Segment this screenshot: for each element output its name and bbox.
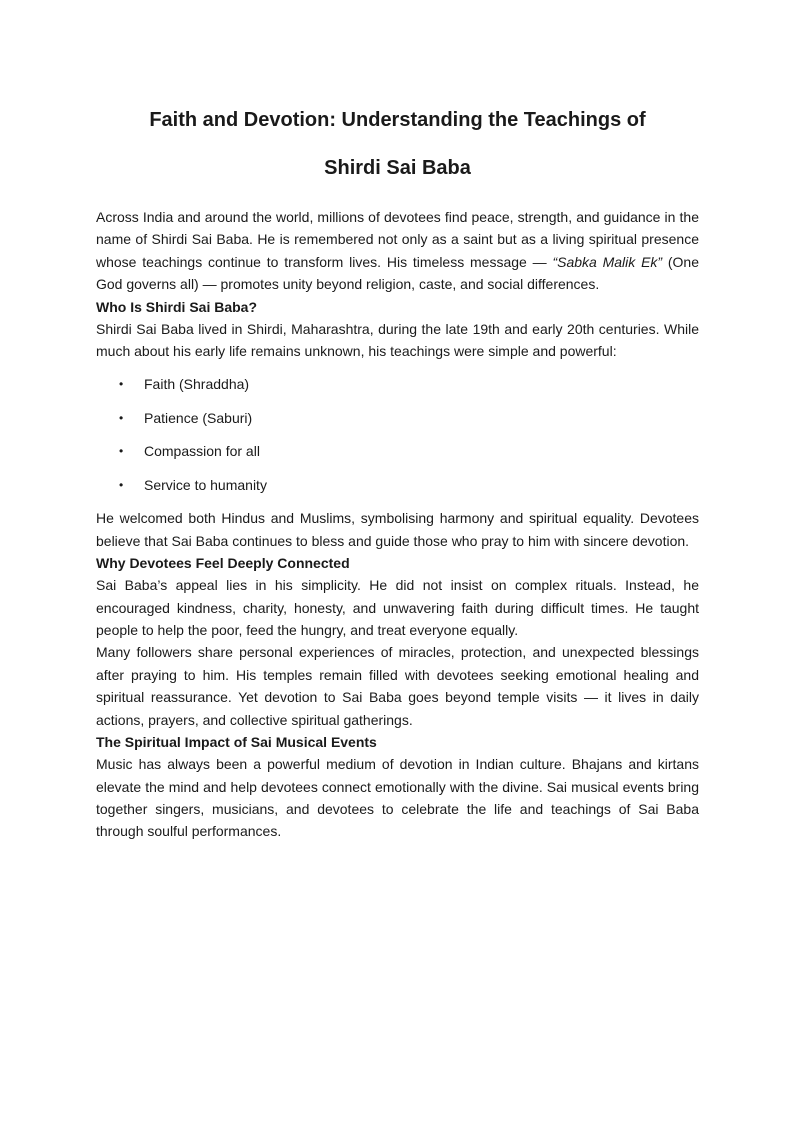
list-item-text: Service to humanity <box>144 476 267 493</box>
bullet-icon: • <box>119 410 124 425</box>
title-line-1: Faith and Devotion: Understanding the Teachings of <box>149 109 646 131</box>
bullet-icon: • <box>119 377 124 392</box>
teachings-list <box>96 373 699 496</box>
section3-paragraph-1: Music has always been a powerful medium of devotion in Indian culture. Bhajans and kirtans elevate the mind and help devotees connect emotionally with the divine. Sai musical events bring together singers, musicians, and devotees to celebrate the life and teachings of Sai Baba through soulful performances. <box>96 756 699 840</box>
section-heading-why-devotees-connected: Why Devotees Feel Deeply Connected <box>96 555 350 572</box>
list-item-text: Patience (Saburi) <box>144 409 253 426</box>
list-item-text: Compassion for all <box>144 443 260 460</box>
section2-paragraph-1: Sai Baba’s appeal lies in his simplicity. He did not insist on complex rituals. Instead, he encouraged kindness, charity, honesty, and unwavering faith during difficult times. He taught people to help the poor, feed the hungry, and treat everyone equally. <box>96 577 699 639</box>
document-title <box>96 96 699 192</box>
list-item <box>96 474 699 496</box>
bullet-icon: • <box>119 444 124 459</box>
bullet-icon: • <box>119 477 124 492</box>
document-page <box>96 96 699 843</box>
list-item <box>96 373 699 395</box>
intro-quote: “Sabka Malik Ek” <box>552 253 663 270</box>
intro-text-part-2: (One God governs all) — promotes unity beyond religion, caste, and social differences. <box>96 253 700 293</box>
list-item <box>96 440 699 462</box>
section2-paragraph-2: Many followers share personal experiences of miracles, protection, and unexpected blessings after praying to him. His temples remain filled with devotees seeking emotional healing and spiritual reassurance. Yet devotion to Sai Baba goes beyond temple visits — it lives in daily actions, prayers, and collective spiritual gatherings. <box>96 644 699 728</box>
list-item <box>96 407 699 429</box>
intro-paragraph <box>96 206 699 296</box>
section-heading-who-is-sai-baba: Who Is Shirdi Sai Baba? <box>96 298 258 315</box>
title-line-2: Shirdi Sai Baba <box>324 157 471 179</box>
intro-text-part-1: Across India and around the world, millions of devotees find peace, strength, and guidance in the name of Shirdi Sai Baba. He is remembered not only as a saint but as a living spiritual presence whose teachings continue to transform lives. His timeless message — <box>96 209 699 270</box>
list-item-text: Faith (Shraddha) <box>144 376 250 393</box>
section-heading-musical-events: The Spiritual Impact of Sai Musical Events <box>96 734 377 751</box>
section1-paragraph-2: He welcomed both Hindus and Muslims, symbolising harmony and spiritual equality. Devotees believe that Sai Baba continues to bless and guide those who pray to him with sincere devotion. <box>96 510 699 549</box>
section1-paragraph-1: Shirdi Sai Baba lived in Shirdi, Maharashtra, during the late 19th and early 20th centuries. While much about his early life remains unknown, his teachings were simple and powerful: <box>96 320 699 360</box>
